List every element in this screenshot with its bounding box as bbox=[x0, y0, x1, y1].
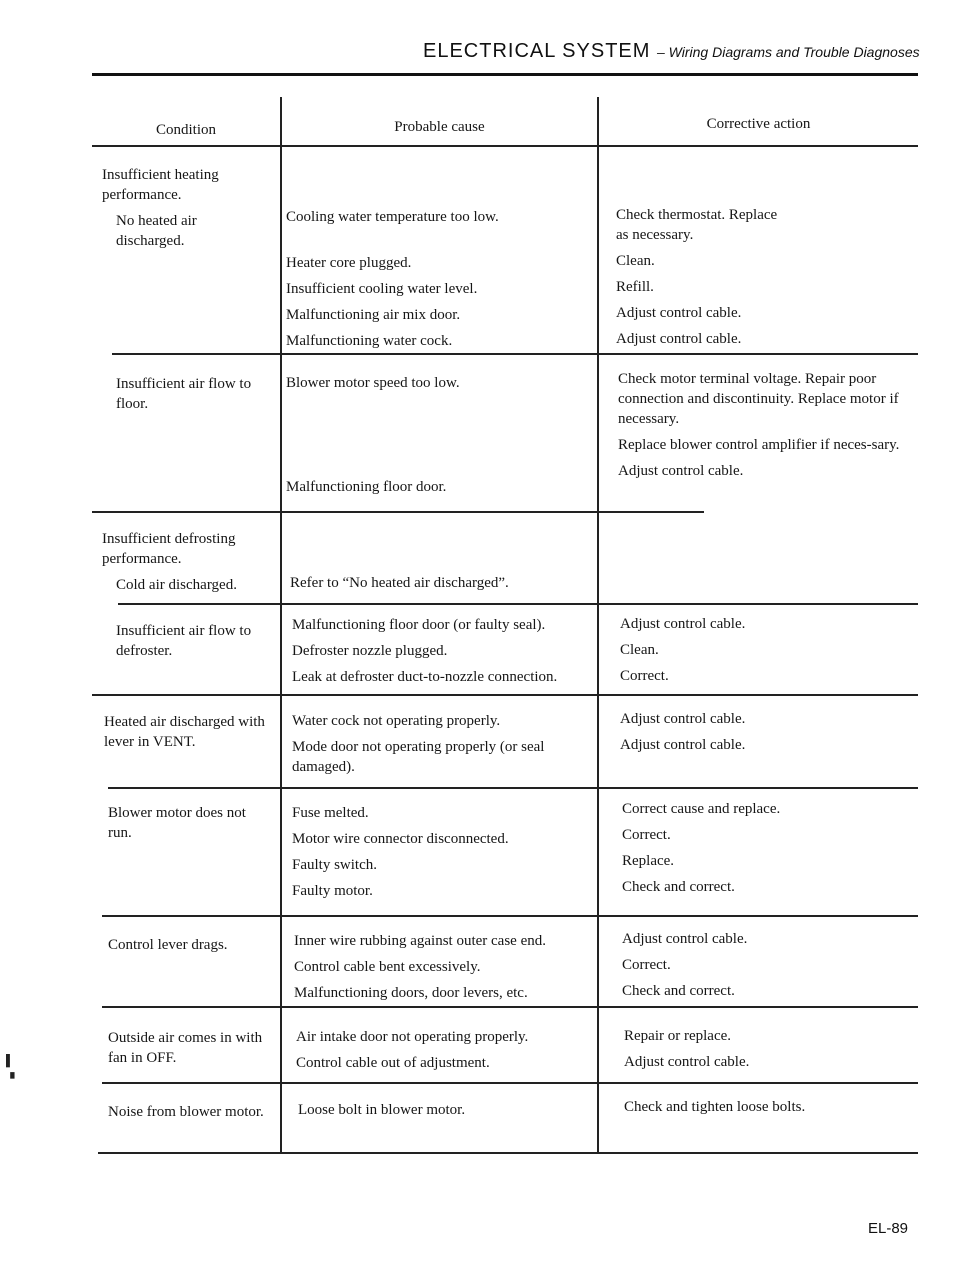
row-divider bbox=[102, 1006, 918, 1008]
cause-cell bbox=[286, 207, 591, 357]
cause-text: Water cock not operating properly. bbox=[292, 713, 501, 729]
cause-text: Heater core plugged. bbox=[286, 255, 412, 271]
cause-text: Malfunctioning floor door. bbox=[286, 479, 447, 495]
action-text: Adjust control cable. bbox=[620, 711, 746, 727]
cause-text: Fuse melted. bbox=[292, 805, 369, 821]
condition-cell bbox=[108, 803, 268, 849]
action-text: Correct. bbox=[622, 957, 671, 973]
action-text: Refill. bbox=[616, 279, 654, 295]
row-divider bbox=[92, 511, 704, 513]
cause-text: Malfunctioning water cock. bbox=[286, 333, 453, 349]
action-cell bbox=[620, 614, 910, 692]
action-cell bbox=[622, 929, 912, 1007]
action-text: Check and correct. bbox=[622, 879, 735, 895]
cause-text: Motor wire connector disconnected. bbox=[292, 831, 509, 847]
cause-cell bbox=[286, 373, 591, 503]
action-text: Repair or replace. bbox=[624, 1028, 732, 1044]
action-text: Correct. bbox=[622, 827, 671, 843]
action-cell bbox=[620, 709, 910, 761]
action-text: Adjust control cable. bbox=[616, 305, 742, 321]
condition-cell bbox=[108, 1028, 273, 1074]
cause-text: Loose bolt in blower motor. bbox=[298, 1102, 466, 1118]
cause-text: Inner wire rubbing against outer case end. bbox=[294, 933, 546, 949]
column-header-condition: Condition bbox=[155, 122, 216, 138]
condition-text: Insufficient air flow to floor. bbox=[116, 376, 252, 412]
condition-cell bbox=[102, 529, 272, 601]
cause-cell bbox=[294, 931, 594, 1009]
cause-text: Leak at defroster duct-to-nozzle connection. bbox=[292, 669, 558, 685]
cause-cell bbox=[290, 573, 595, 599]
action-cell bbox=[618, 369, 910, 487]
condition-cell bbox=[116, 374, 266, 420]
cause-text: Blower motor speed too low. bbox=[286, 375, 460, 391]
page-number: EL-89 bbox=[868, 1220, 909, 1237]
cause-cell bbox=[292, 803, 592, 907]
action-cell bbox=[624, 1097, 914, 1123]
action-text: Check thermostat. Replace as necessary. bbox=[616, 207, 778, 243]
row-divider bbox=[108, 787, 918, 789]
row-divider bbox=[118, 603, 918, 605]
cause-text: Control cable bent excessively. bbox=[294, 959, 481, 975]
condition-cell bbox=[116, 621, 266, 667]
row-divider bbox=[92, 694, 918, 696]
action-cell bbox=[616, 205, 906, 355]
row-divider bbox=[102, 1082, 918, 1084]
row-divider bbox=[102, 915, 918, 917]
cause-text: Faulty switch. bbox=[292, 857, 377, 873]
condition-text: Insufficient heating performance. bbox=[102, 167, 219, 203]
action-text: Adjust control cable. bbox=[620, 737, 746, 753]
action-cell bbox=[624, 1026, 914, 1078]
action-text: Correct. bbox=[620, 668, 669, 684]
cause-text: Faulty motor. bbox=[292, 883, 373, 899]
page-title bbox=[423, 40, 920, 63]
action-text: Correct cause and replace. bbox=[622, 801, 781, 817]
cause-text: Malfunctioning doors, door levers, etc. bbox=[294, 985, 528, 1001]
header-rule bbox=[92, 145, 918, 147]
condition-text: Outside air comes in with fan in OFF. bbox=[108, 1030, 263, 1066]
action-text: Adjust control cable. bbox=[624, 1054, 750, 1070]
cause-text: Refer to “No heated air discharged”. bbox=[290, 575, 509, 591]
condition-text: Insufficient defrosting performance. bbox=[102, 531, 236, 567]
column-divider bbox=[597, 97, 599, 1152]
section-subtitle: – Wiring Diagrams and Trouble Diagnoses bbox=[656, 44, 920, 60]
column-header-cause: Probable cause bbox=[394, 119, 485, 135]
action-text: Adjust control cable. bbox=[616, 331, 742, 347]
condition-text: No heated air discharged. bbox=[116, 213, 197, 249]
action-text: Adjust control cable. bbox=[622, 931, 748, 947]
cause-text: Control cable out of adjustment. bbox=[296, 1055, 490, 1071]
condition-text: Cold air discharged. bbox=[116, 577, 237, 593]
condition-text: Insufficient air flow to defroster. bbox=[116, 623, 252, 659]
action-text: Replace. bbox=[622, 853, 675, 869]
table-bottom-rule bbox=[98, 1152, 918, 1154]
condition-cell bbox=[102, 165, 262, 257]
row-divider bbox=[112, 353, 918, 355]
cause-text: Insufficient cooling water level. bbox=[286, 281, 478, 297]
cause-cell bbox=[292, 615, 597, 693]
section-title: ELECTRICAL SYSTEM bbox=[423, 40, 651, 62]
cause-text: Air intake door not operating properly. bbox=[296, 1029, 529, 1045]
condition-text: Noise from blower motor. bbox=[108, 1104, 264, 1120]
cause-text: Cooling water temperature too low. bbox=[286, 209, 499, 225]
cause-text: Malfunctioning floor door (or faulty seal). bbox=[292, 617, 546, 633]
cause-text: Malfunctioning air mix door. bbox=[286, 307, 461, 323]
action-text: Check and correct. bbox=[622, 983, 735, 999]
condition-cell bbox=[108, 1102, 268, 1128]
cause-text: Mode door not operating properly (or seal damaged). bbox=[292, 739, 545, 775]
action-text: Clean. bbox=[616, 253, 655, 269]
margin-marks: ▌ ▗ bbox=[6, 1055, 15, 1079]
cause-cell bbox=[292, 711, 592, 783]
action-cell bbox=[622, 799, 912, 903]
cause-text: Defroster nozzle plugged. bbox=[292, 643, 448, 659]
action-text: Replace blower control amplifier if neces-sary. bbox=[618, 437, 900, 453]
header-rule bbox=[92, 73, 918, 76]
condition-text: Blower motor does not run. bbox=[108, 805, 246, 841]
action-text: Adjust control cable. bbox=[620, 616, 746, 632]
condition-cell bbox=[104, 712, 269, 758]
action-text: Check and tighten loose bolts. bbox=[624, 1099, 806, 1115]
condition-text: Heated air discharged with lever in VENT. bbox=[104, 714, 265, 750]
cause-cell bbox=[296, 1027, 596, 1079]
cause-cell bbox=[298, 1100, 598, 1126]
action-text: Check motor terminal voltage. Repair poor connection and discontinuity. Replace motor if necessary. bbox=[618, 371, 899, 427]
action-text: Adjust control cable. bbox=[618, 463, 744, 479]
action-text: Clean. bbox=[620, 642, 659, 658]
column-header-action: Corrective action bbox=[706, 116, 811, 132]
diagnosis-table bbox=[92, 97, 918, 1155]
column-divider bbox=[280, 97, 282, 1152]
condition-cell bbox=[108, 935, 268, 961]
condition-text: Control lever drags. bbox=[108, 937, 228, 953]
